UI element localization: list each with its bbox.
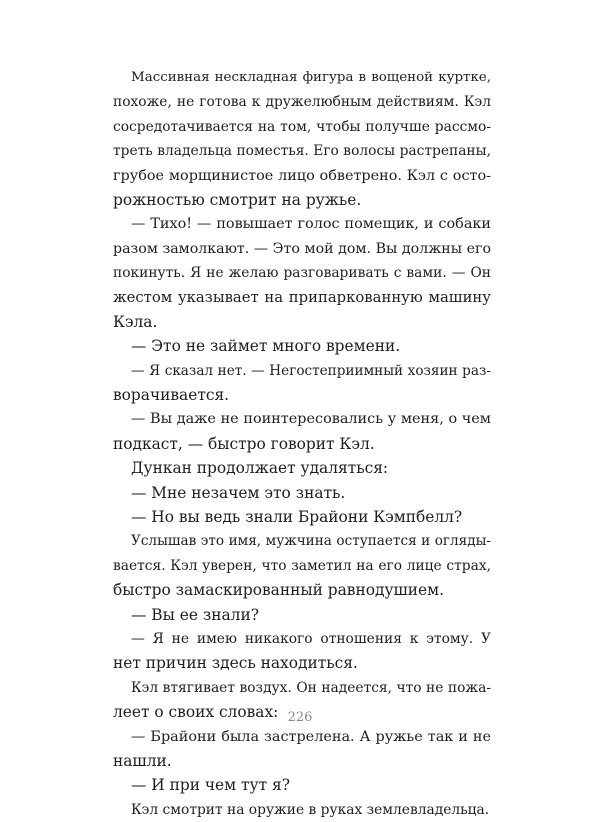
- text-line: жестом указывает на припаркованную машину: [113, 288, 491, 306]
- text-line: — Мне незачем это знать.: [131, 483, 346, 502]
- text-line: разом замолкают. — Это мой дом. Вы должны его: [113, 240, 491, 257]
- body-text: [113, 66, 491, 822]
- page-number: 226: [287, 710, 313, 725]
- text-line: — Но вы ведь знали Брайони Кэмпбелл?: [131, 508, 463, 527]
- text-line: — И при чем тут я?: [131, 776, 290, 795]
- text-line: быстро замаскированный равнодушием.: [113, 581, 445, 600]
- text-line: — Вы даже не поинтересовались у меня, о чем: [131, 411, 491, 428]
- text-line: Услышав это имя, мужчина оступается и огляды-: [131, 533, 491, 550]
- text-line: — Это не займет много времени.: [131, 337, 401, 356]
- text-line: грубое морщинистое лицо обветрено. Кэл с осто-: [113, 167, 491, 184]
- text-line: Дункан продолжает удаляться:: [131, 459, 389, 478]
- text-line: — Вы ее знали?: [131, 605, 259, 624]
- text-line: покинуть. Я не желаю разговаривать с вами. — Он: [113, 265, 491, 282]
- text-line: — Тихо! — повышает голос помещик, и собаки: [131, 216, 491, 233]
- text-line: сосредотачивается на том, чтобы получше рассмо-: [113, 118, 491, 135]
- text-line: — Я не имею никакого отношения к этому. У: [131, 630, 491, 647]
- text-line: Кэл смотрит на оружие в руках землевладельца.: [131, 801, 490, 818]
- text-line: треть владельца поместья. Его волосы растрепаны,: [113, 143, 491, 160]
- text-line: леет о своих словах:: [113, 703, 279, 722]
- text-line: — Я сказал нет. — Негостеприимный хозяин раз-: [131, 362, 491, 379]
- text-line: Кэл втягивает воздух. Он надеется, что не пожа-: [131, 679, 491, 696]
- text-line: — Брайони была застрелена. А ружье так и не: [131, 728, 491, 745]
- text-line: рожностью смотрит на ружье.: [113, 190, 362, 209]
- text-line: нет причин здесь находиться.: [113, 654, 358, 673]
- text-line: Кэла.: [113, 312, 158, 331]
- text-line: ворачивается.: [113, 386, 230, 405]
- text-line: нашли.: [113, 751, 172, 770]
- text-line: Массивная нескладная фигура в вощеной куртке,: [131, 70, 491, 85]
- text-line: похоже, не готова к дружелюбным действиям. Кэл: [113, 94, 491, 111]
- text-line: вается. Кэл уверен, что заметил на его лице страх,: [113, 557, 491, 574]
- text-line: подкаст, — быстро говорит Кэл.: [113, 434, 375, 453]
